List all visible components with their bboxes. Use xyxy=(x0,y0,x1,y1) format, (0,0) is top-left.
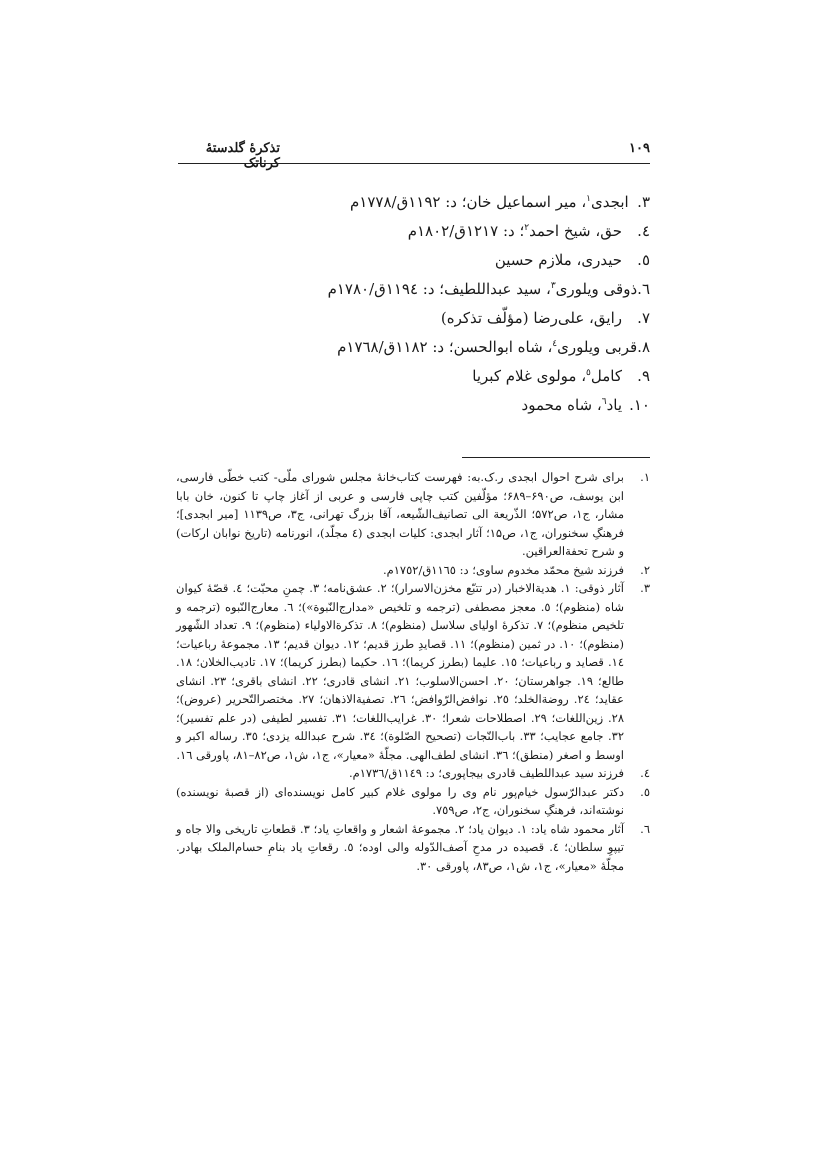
footnote-ref: ٤ xyxy=(552,339,558,349)
list-item: ٤. حق، شیخ احمد$^۲$؛ د: ۱۲۱۷ق/۱۸۰۲م xyxy=(407,222,650,240)
footnote: ۲. فرزند شیخ محمّد مخدوم ساوی؛ د: ۱۱٦٥ق/۱۷٥۲م. xyxy=(382,562,650,577)
list-item: ۹. کامل$^٥$، مولوی غلام کبریا xyxy=(472,367,650,385)
footnote: ٤. فرزند سید عبداللطیف قادری بیجاپوری؛ د: ۱۱٤۹ق/۱۷۳٦م. xyxy=(348,766,650,780)
footnote-ref: ۳ xyxy=(550,281,556,291)
footnote-ref: ۱ xyxy=(586,194,592,204)
page-number: ۱۰۹ xyxy=(629,141,650,156)
running-title: تذکرهٔ گلدستهٔ کرناتک xyxy=(205,141,280,171)
footnote-ref: ٥ xyxy=(586,368,591,378)
page-header xyxy=(178,141,650,171)
list-item: ۱۰. یاد$^٦$، شاه محمود xyxy=(521,396,650,414)
footnote-ref: ٦ xyxy=(601,397,607,407)
footnote: ٦. آثار محمود شاه یاد: ۱. دیوان یاد؛ ۲. مجموعهٔ اشعار و واقعاتِ یاد؛ ۳. قطعاتِ تاریخی والا جاه و تیپوِ سلطان؛ ٤. قصیده در مدحِ آصف‌الدّوله والی اوده؛ ٥. رقعاتِ یاد بنامِ حسام‌الملک بهادر. مجلّهٔ «معیار»، ج۱، ش۱، ص۸۳، پاورقی ۳۰. xyxy=(176,821,650,873)
list-item: ۸. قربی ویلوری$^٤$، شاه ابوالحسن؛ د: ۱۱۸۲ق/۱۷٦۸م xyxy=(337,338,650,356)
footnotes xyxy=(176,468,650,875)
footnote: ۱. برای شرح احوال ابجدی ر.ک.به: فهرست کتاب‌خانهٔ مجلس شورای ملّی- کتب خطّی فارسی، ابن یوسف، ص۶۹۰–۶۸۹؛ مؤلّفین کتب چاپی فارسی و عربی از آغاز چاپ تا کنون، خان بابا مشار، ج۱، ص۵۷۲؛ الذّریعة الی تصانیف‌الشّیعه، آقا بزرگ تهرانی، ج۳، ص۱۱۳۹ [میر ابجدی]؛ فرهنگِ سخنوران، ج۱، ص۱۵؛ آثار ابجدی: کلیات ابجدی (٤ مجلّد)، انورنامه (تاریخ نوابان ارکات) و شرح تحفةالعراقین. xyxy=(176,470,650,558)
footnote-ref: ۲ xyxy=(524,223,530,233)
footnote: ۳. آثار ذوقی: ۱. هدیةالاخبار (در تتبّع مخزن‌الاسرار)؛ ۲. عشق‌نامه؛ ۳. چمنِ محبّت؛ ٤. قصّهٔ کیوان شاه (منظوم)؛ ٥. معجز مصطفی (ترجمه و تلخیص «مدارج‌النّبوة»)؛ ٦. معارج‌النّبوه (ترجمه و تلخیص منظوم)؛ ۷. تذکرهٔ اولیای سلاسل (منظوم)؛ ۸. تذکرة‌الاولیاء (منظوم)؛ ۹. تعداد الشّهور (منظوم)؛ ۱۰. در ثمین (منظوم)؛ ۱۱. قصایدِ طرز قدیم؛ ۱۲. دیوان قدیم؛ ۱۳. مجموعهٔ رباعیات؛ ۱٤. قصاید و رباعیات؛ ۱٥. علیما (بطرز کریما)؛ ۱٦. حکیما (بطرز کریما)؛ ۱۷. تادیب‌الخلان؛ ۱۸. طالع؛ ۱۹. جواهرستان؛ ۲۰. احسن‌الاسلوب؛ ۲۱. انشای قادری؛ ۲۲. انشای باقری؛ ۲۳. انشای عقاید؛ ۲٤. روضةالخلد؛ ۲٥. نوافض‌الرّوافض؛ ۲٦. تصفیةالاذهان؛ ۲۷. مختصرالتّحریر (عروض)؛ ۲۸. زین‌اللغات؛ ۲۹. اصطلاحات شعرا؛ ۳۰. غرایب‌اللغات؛ ۳۱. تفسیر لطیفی (در علم تفسیر)؛ ۳۲. جامع عجایب؛ ۳۳. باب‌النّجات (تصحیح الصّلوة)؛ ۳٤. شرح عبدالله یزدی؛ ۳٥. رساله اکبر و اوسط و اصغر (منطق)؛ ۳٦. انشای لطف‌الهی. مجلّهٔ «معیار»، ج۱، ش۱، ص۸۲–۸۱، پاورقی ۱٦. xyxy=(176,581,650,762)
header-rule xyxy=(178,163,650,164)
footnote-separator xyxy=(462,457,650,458)
poet-list xyxy=(327,188,650,420)
list-item: ٦. ذوقی ویلوری$^۳$، سید عبداللطیف؛ د: ۱۱۹٤ق/۱۷۸۰م xyxy=(327,280,650,298)
list-item: ۷. رایق، علی‌رضا (مؤلّف تذکره) xyxy=(440,309,650,327)
list-item: ۳. ابجدی$^۱$، میر اسماعیل خان؛ د: ۱۱۹۲ق/۱۷۷۸م xyxy=(350,193,650,211)
list-item: ٥. حیدری، ملازم حسین xyxy=(494,251,650,269)
footnote: ٥. دکتر عبدالرّسول خیام‌پور نام وی را مولوی غلام کبیر کامل نویسنده‌ای (از قصبهٔ نویسنده) نوشته‌اند، فرهنگِ سخنوران، ج۲، ص۷٥۹. xyxy=(176,784,650,817)
